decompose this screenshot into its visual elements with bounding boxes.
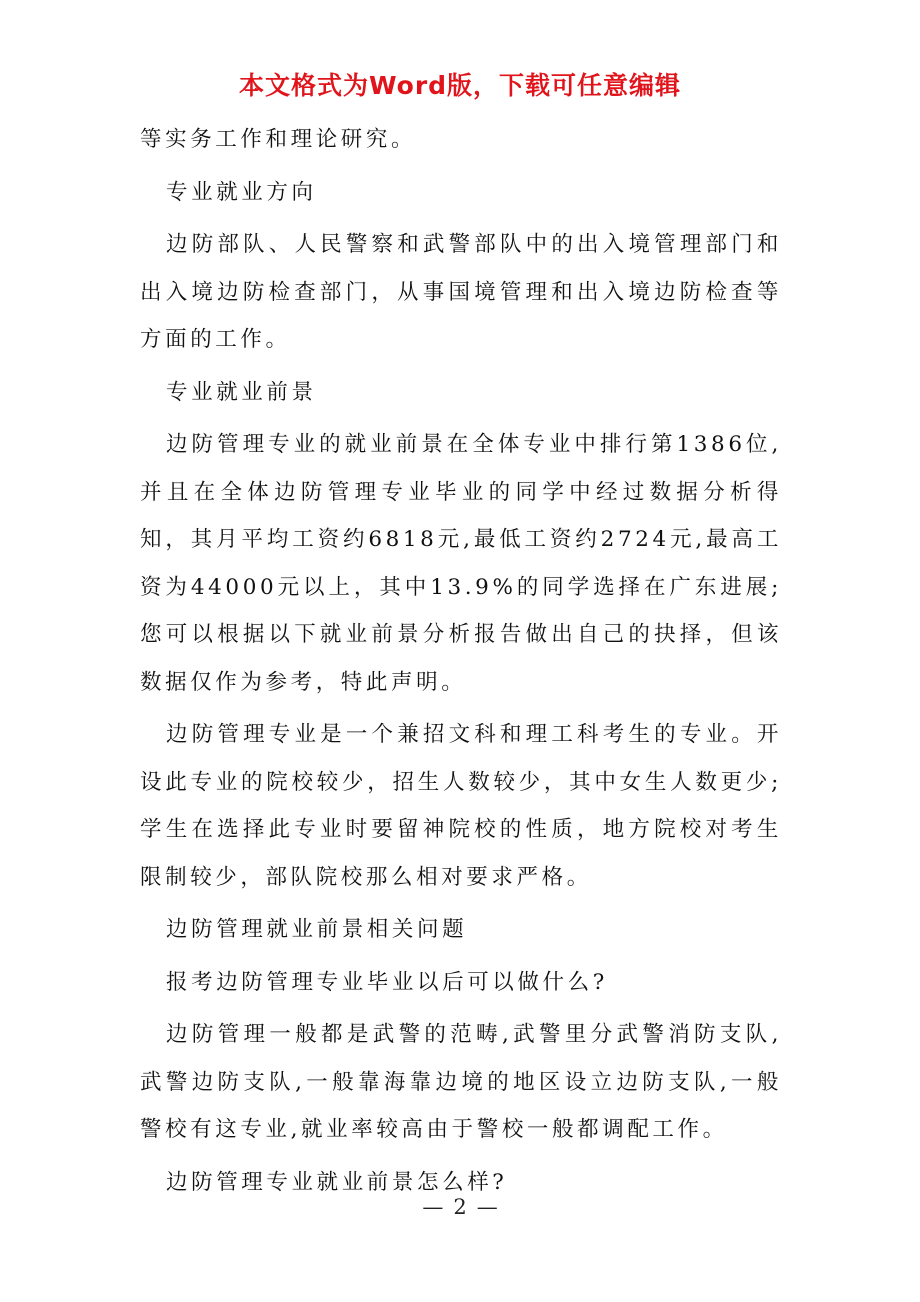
section-heading-direction: 专业就业方向 (166, 179, 317, 205)
paragraph-continuation: 等实务工作和理论研究。 (140, 127, 417, 152)
document-body (140, 116, 782, 1206)
page-footer (0, 1192, 920, 1222)
footer-dash-right: — (476, 1195, 498, 1219)
paragraph-prospects-stats: 边防管理专业的就业前景在全体专业中排行第1386位,并且在全体边防管理专业毕业的同学中经过数据分析得知，其月平均工资约6818元,最低工资约2724元,最高工资为44000元以上，其中13.9%的同学选择在广东进展;您可以根据以下就业前景分析报告做出自己的抉择，但该数据仅作为参考，特此声明。 (140, 432, 782, 695)
footer-dash-left: — (422, 1195, 444, 1219)
paragraph-answer: 边防管理一般都是武警的范畴,武警里分武警消防支队,武警边防支队,一般靠海靠边境的地区设立边防支队,一般警校有这专业,就业率较高由于警校一般都调配工作。 (140, 1022, 782, 1142)
format-banner: 本文格式为Word版，下载可任意编辑 (238, 71, 682, 100)
page-number: 2 (453, 1195, 467, 1219)
question-after-graduation: 报考边防管理专业毕业以后可以做什么? (166, 969, 608, 995)
section-heading-prospects: 专业就业前景 (166, 379, 317, 405)
paragraph-direction: 边防部队、人民警察和武警部队中的出入境管理部门和出入境边防检查部门，从事国境管理和出入境边防检查等方面的工作。 (140, 232, 782, 352)
section-heading-related-questions: 边防管理就业前景相关问题 (166, 917, 468, 942)
question-prospects: 边防管理专业就业前景怎么样? (166, 1169, 508, 1195)
paragraph-major-intro: 边防管理专业是一个兼招文科和理工科考生的专业。开设此专业的院校较少，招生人数较少，其中女生人数更少;学生在选择此专业时要留神院校的性质，地方院校对考生限制较少，部队院校那么相对要求严格。 (140, 722, 782, 890)
